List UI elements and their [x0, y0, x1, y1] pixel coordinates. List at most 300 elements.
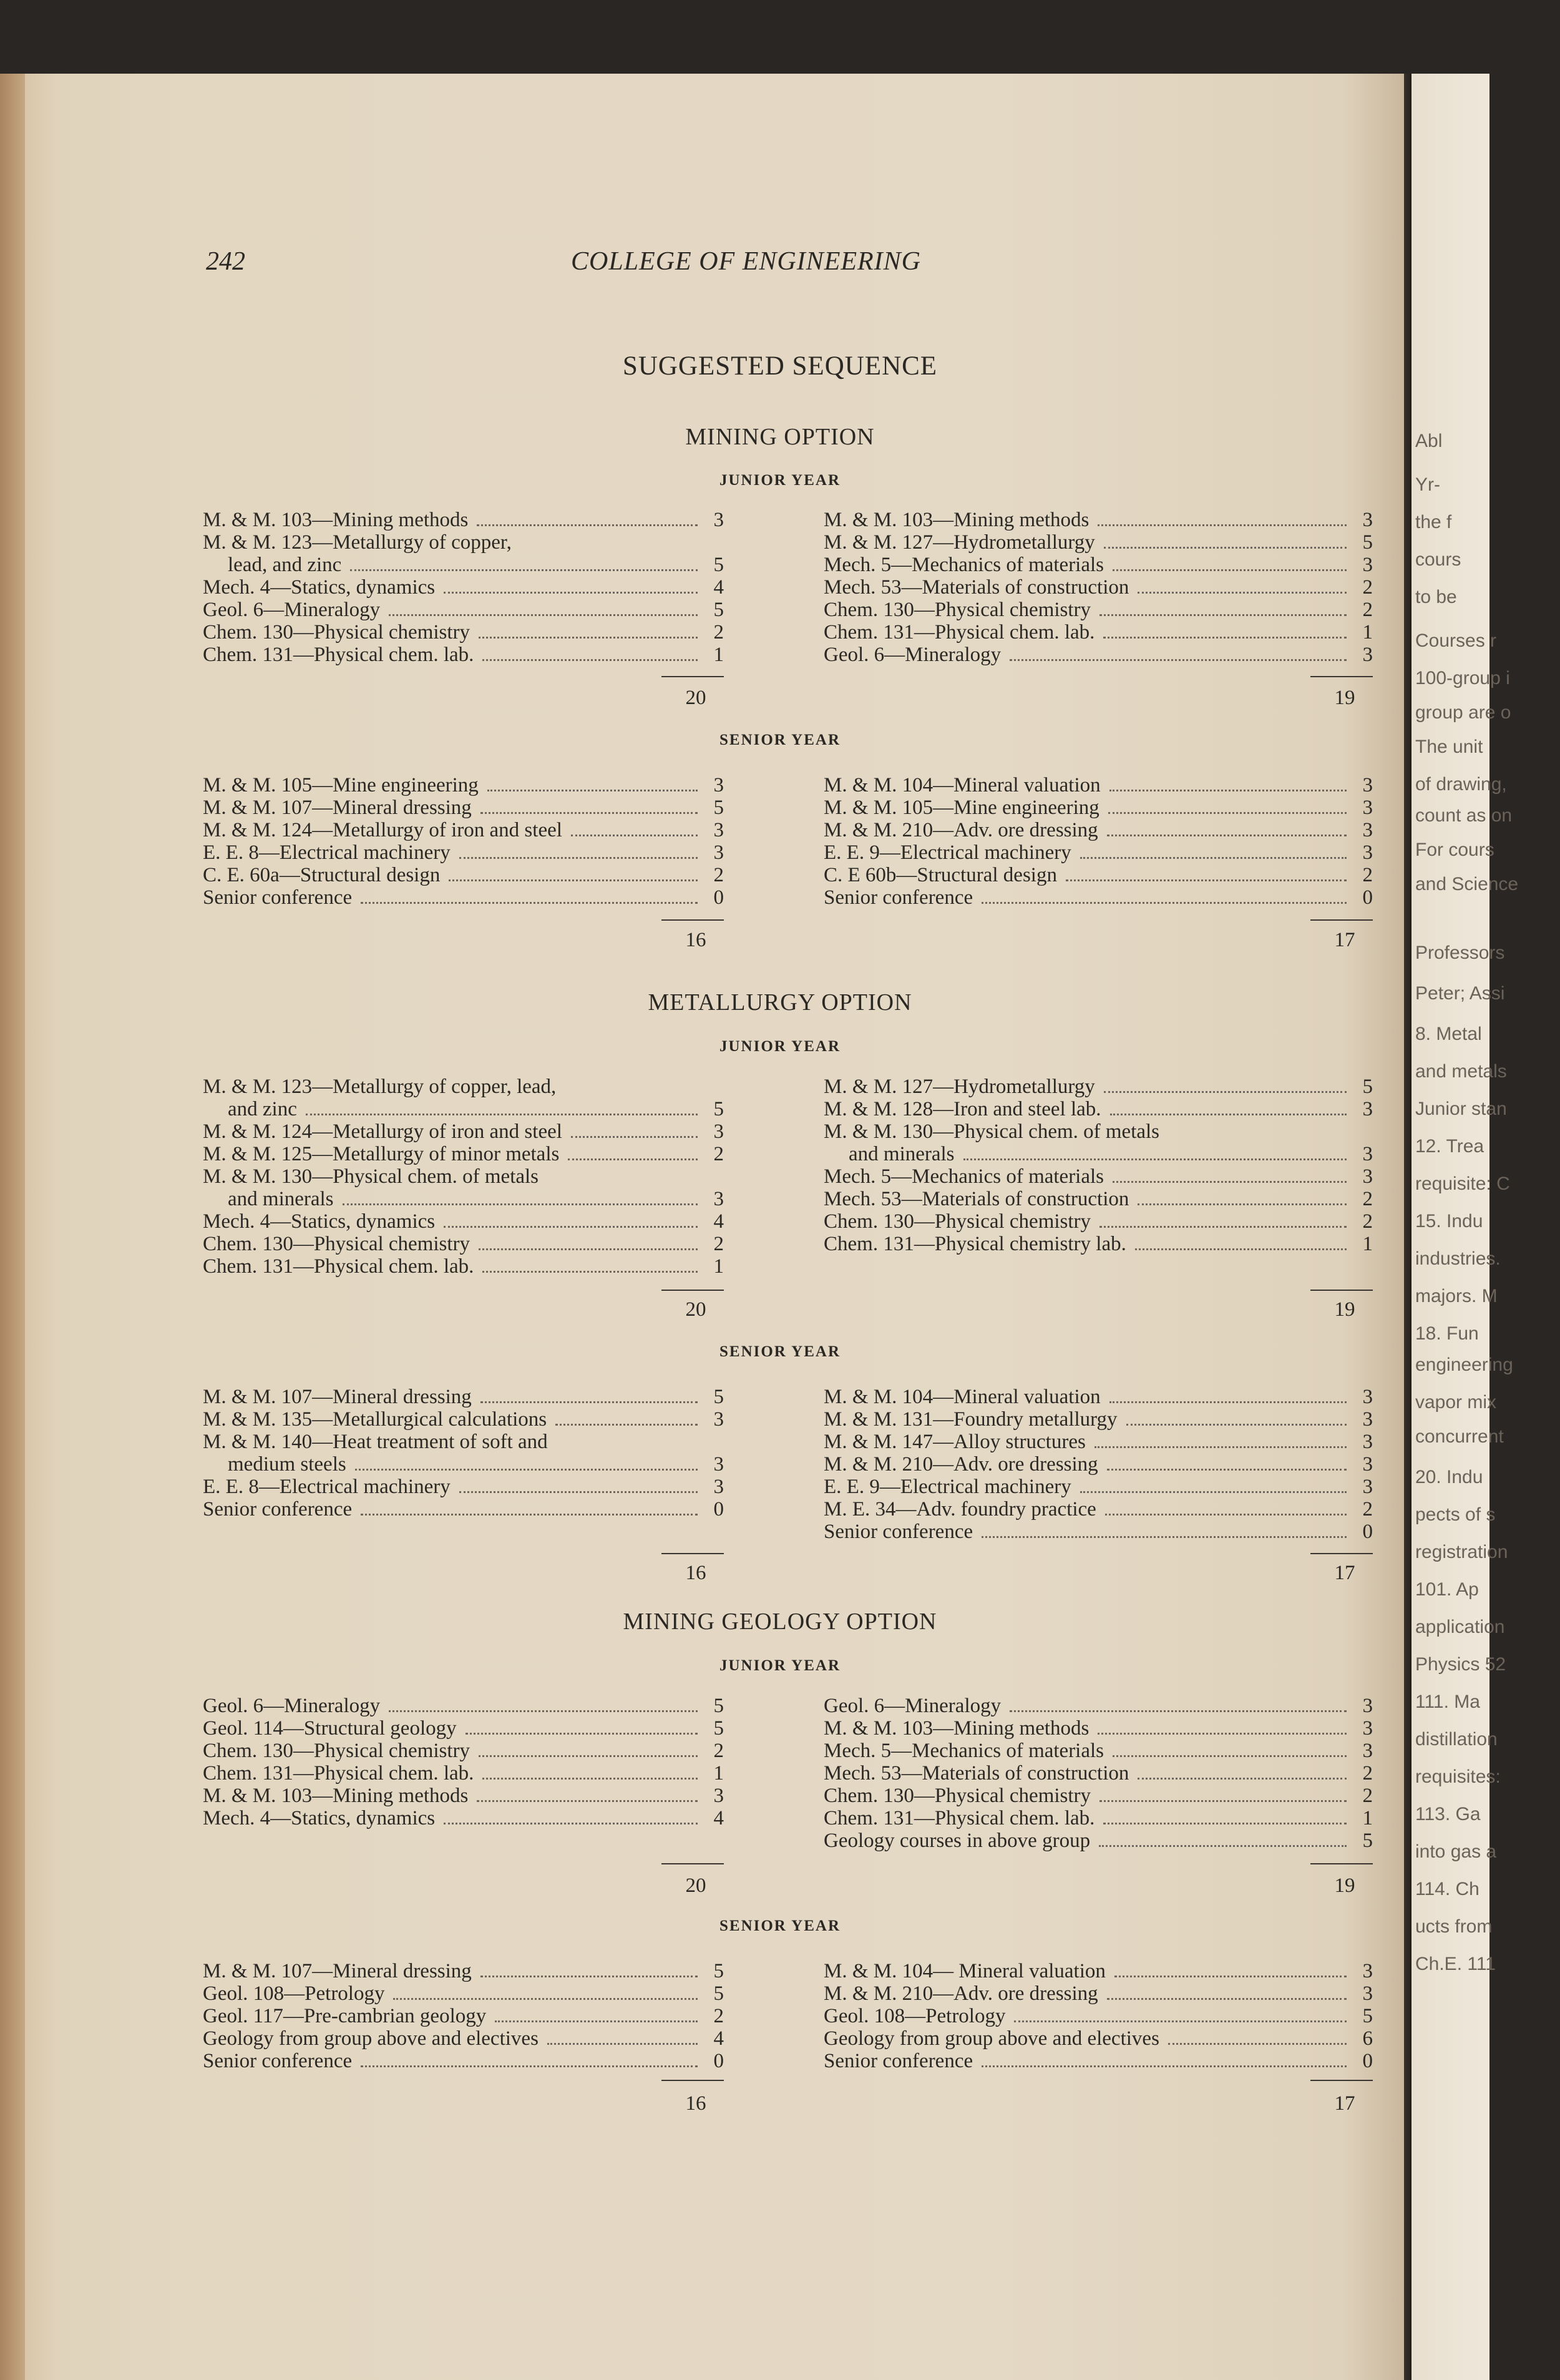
course-row [203, 1143, 724, 1165]
dot-leader [1108, 812, 1347, 814]
total-rule [1310, 919, 1373, 921]
facing-page-text: Courses r [1415, 630, 1497, 651]
course-name: Geol. 114—Structural geology [203, 1717, 457, 1740]
first-semester-column [203, 509, 724, 666]
facing-page-text: 12. Trea [1415, 1136, 1484, 1157]
course-credits: 2 [713, 1233, 724, 1255]
dot-leader [963, 1158, 1347, 1160]
course-credits: 3 [1362, 841, 1373, 864]
course-credits: 2 [1362, 1762, 1373, 1785]
course-row [203, 1075, 724, 1098]
course-name: Geol. 6—Mineralogy [203, 1695, 381, 1717]
course-credits: 0 [713, 886, 724, 909]
course-row [203, 819, 724, 841]
course-credits: 2 [1362, 1785, 1373, 1807]
dot-leader [459, 857, 698, 859]
course-credits: 5 [713, 1098, 724, 1120]
course-name: E. E. 9—Electrical machinery [824, 841, 1071, 864]
course-name: M. & M. 210—Adv. ore dressing [824, 1453, 1098, 1476]
facing-page-text: 114. Ch [1415, 1879, 1480, 1899]
course-row [203, 2027, 724, 2050]
course-credits: 0 [1362, 2050, 1373, 2072]
course-row [203, 1408, 724, 1431]
semester-total: 17 [1334, 929, 1355, 951]
course-row [824, 1476, 1373, 1498]
dot-leader [1080, 1491, 1347, 1493]
semester-total: 17 [1334, 2092, 1355, 2115]
course-row [824, 1075, 1373, 1098]
course-name: M. & M. 107—Mineral dressing [203, 1960, 472, 1982]
total-rule [1310, 676, 1373, 677]
option-heading: METALLURGY OPTION [648, 989, 912, 1016]
course-name: Geol. 117—Pre-cambrian geology [203, 2005, 487, 2027]
course-name: Chem. 130—Physical chemistry [824, 599, 1091, 621]
dot-leader [480, 1401, 698, 1403]
course-row [203, 1120, 724, 1143]
course-name: Chem. 131—Physical chem. lab. [824, 621, 1095, 644]
total-rule [661, 1290, 724, 1291]
course-row [203, 841, 724, 864]
course-credits: 5 [1362, 2005, 1373, 2027]
dot-leader [482, 1271, 698, 1273]
facing-page-text: pects of s [1415, 1504, 1496, 1525]
dot-leader [1099, 1845, 1347, 1847]
course-row [824, 531, 1373, 554]
course-row [824, 2050, 1373, 2072]
facing-page-text: of drawing, [1415, 774, 1507, 795]
course-name: M. & M. 125—Metallurgy of minor metals [203, 1143, 560, 1165]
facing-page-fragment [1411, 74, 1519, 2380]
course-name: E. E. 9—Electrical machinery [824, 1476, 1071, 1498]
facing-page-text: Abl [1415, 431, 1443, 451]
second-semester-column [824, 774, 1373, 909]
facing-page-text: distillation [1415, 1729, 1498, 1750]
course-row [824, 841, 1373, 864]
total-rule [661, 1553, 724, 1554]
dot-leader [361, 2065, 698, 2067]
course-credits: 3 [1362, 819, 1373, 841]
section-title: SUGGESTED SEQUENCE [622, 351, 938, 381]
dot-leader [449, 879, 698, 881]
semester-total: 19 [1334, 1874, 1355, 1897]
first-semester-column [203, 1960, 724, 2072]
course-credits: 3 [1362, 554, 1373, 576]
course-credits: 2 [713, 864, 724, 886]
total-rule [1310, 1290, 1373, 1291]
course-name: M. & M. 104—Mineral valuation [824, 774, 1101, 796]
dot-leader [1099, 1226, 1347, 1228]
dot-leader [1168, 2043, 1347, 2045]
dot-leader [393, 1998, 698, 2000]
course-name: Mech. 4—Statics, dynamics [203, 1807, 436, 1829]
facing-page-text: requisite: C [1415, 1173, 1510, 1194]
course-row [824, 1762, 1373, 1785]
dot-leader [1094, 1446, 1347, 1448]
course-row [203, 886, 724, 909]
page-edge-shadow [0, 74, 25, 2380]
course-name: M. & M. 131—Foundry metallurgy [824, 1408, 1118, 1431]
course-row [203, 2005, 724, 2027]
course-credits: 5 [1362, 1829, 1373, 1852]
course-name: M. & M. 105—Mine engineering [203, 774, 479, 796]
course-name: Mech. 5—Mechanics of materials [824, 1165, 1104, 1188]
course-credits: 3 [713, 1408, 724, 1431]
course-credits: 3 [1362, 1431, 1373, 1453]
dot-leader [1138, 1203, 1347, 1205]
semester-total: 16 [685, 2092, 706, 2115]
course-credits: 2 [713, 621, 724, 644]
facing-page-text: 8. Metal [1415, 1024, 1482, 1044]
facing-page-text: concurrent [1415, 1426, 1504, 1447]
dot-leader [480, 812, 698, 814]
total-rule [661, 919, 724, 921]
course-name: Chem. 130—Physical chemistry [203, 1233, 470, 1255]
course-row [203, 554, 724, 576]
dot-leader [479, 637, 698, 639]
course-credits: 2 [1362, 864, 1373, 886]
course-credits: 2 [1362, 576, 1373, 599]
course-name: C. E 60b—Structural design [824, 864, 1057, 886]
dot-leader [444, 1226, 698, 1228]
dot-leader [1109, 790, 1347, 791]
course-name: Chem. 131—Physical chemistry lab. [824, 1233, 1126, 1255]
course-name: M. & M. 124—Metallurgy of iron and steel [203, 1120, 562, 1143]
dot-leader [459, 1491, 698, 1493]
course-credits: 5 [713, 1695, 724, 1717]
course-name: M. & M. 128—Iron and steel lab. [824, 1098, 1101, 1120]
course-row [824, 1143, 1373, 1165]
dot-leader [389, 614, 698, 616]
course-credits: 2 [1362, 599, 1373, 621]
facing-page-text: application [1415, 1617, 1505, 1637]
course-credits: 0 [1362, 1521, 1373, 1543]
course-name: Mech. 53—Materials of construction [824, 1762, 1129, 1785]
course-name: Geol. 6—Mineralogy [203, 599, 381, 621]
second-semester-column [824, 1960, 1373, 2072]
facing-page-text: to be [1415, 587, 1457, 607]
dot-leader [1066, 879, 1347, 881]
total-rule [661, 2080, 724, 2081]
course-name: M. & M. 140—Heat treatment of soft and [203, 1431, 548, 1453]
course-credits: 3 [1362, 774, 1373, 796]
course-name: Geol. 108—Petrology [824, 2005, 1006, 2027]
dot-leader [547, 2043, 698, 2045]
facing-page-text: Professors [1415, 943, 1505, 963]
semester-total: 17 [1334, 1562, 1355, 1584]
semester-total: 20 [685, 1874, 706, 1897]
dot-leader [1114, 1976, 1347, 1977]
course-row [824, 1210, 1373, 1233]
course-credits: 1 [713, 1255, 724, 1278]
course-row [824, 1960, 1373, 1982]
course-row [824, 1521, 1373, 1543]
facing-page-text: industries. [1415, 1248, 1501, 1269]
course-row [824, 864, 1373, 886]
course-credits: 3 [713, 1188, 724, 1210]
first-semester-column [203, 1386, 724, 1521]
course-row [203, 1453, 724, 1476]
course-row [203, 1098, 724, 1120]
second-semester-column [824, 1695, 1373, 1852]
course-row [203, 1476, 724, 1498]
course-row [824, 621, 1373, 644]
dot-leader [555, 1424, 698, 1426]
course-name: Geol. 6—Mineralogy [824, 644, 1002, 666]
dot-leader [982, 1536, 1347, 1538]
dot-leader [495, 2020, 698, 2022]
course-name: and zinc [228, 1098, 297, 1120]
dot-leader [1113, 1755, 1347, 1757]
semester-total: 20 [685, 687, 706, 709]
course-credits: 3 [1362, 1982, 1373, 2005]
dot-leader [1113, 569, 1347, 571]
course-credits: 5 [1362, 531, 1373, 554]
course-name: and minerals [228, 1188, 334, 1210]
facing-page-text: into gas a [1415, 1841, 1497, 1862]
semester-total: 19 [1334, 687, 1355, 709]
course-name: M. & M. 130—Physical chem. of metals [824, 1120, 1160, 1143]
dot-leader [571, 1136, 698, 1138]
total-rule [1310, 2080, 1373, 2081]
dot-leader [1014, 2020, 1347, 2022]
dot-leader [1098, 524, 1347, 526]
course-row [824, 1785, 1373, 1807]
course-name: Mech. 5—Mechanics of materials [824, 554, 1104, 576]
course-credits: 5 [713, 599, 724, 621]
course-row [824, 1717, 1373, 1740]
course-row [824, 599, 1373, 621]
dot-leader [361, 902, 698, 904]
course-name: Chem. 131—Physical chem. lab. [824, 1807, 1095, 1829]
total-rule [661, 676, 724, 677]
dot-leader [568, 1158, 698, 1160]
dot-leader [355, 1469, 698, 1471]
course-credits: 3 [713, 1476, 724, 1498]
course-name: Geology from group above and electives [203, 2027, 539, 2050]
facing-page-text: vapor mix [1415, 1392, 1497, 1413]
dot-leader [487, 790, 698, 791]
course-row [203, 621, 724, 644]
course-row [203, 509, 724, 531]
dot-leader [444, 1823, 698, 1824]
course-row [203, 576, 724, 599]
course-name: Mech. 4—Statics, dynamics [203, 576, 436, 599]
course-credits: 3 [1362, 1143, 1373, 1165]
course-name: Chem. 131—Physical chem. lab. [203, 1762, 474, 1785]
dot-leader [982, 902, 1347, 904]
dot-leader [479, 1248, 698, 1250]
course-name: Geol. 6—Mineralogy [824, 1695, 1002, 1717]
dot-leader [479, 1755, 698, 1757]
course-row [824, 1829, 1373, 1852]
dot-leader [477, 524, 698, 526]
course-credits: 3 [713, 774, 724, 796]
course-credits: 1 [1362, 1807, 1373, 1829]
second-semester-column [824, 1386, 1373, 1543]
course-name: M. & M. 130—Physical chem. of metals [203, 1165, 539, 1188]
course-row [824, 1098, 1373, 1120]
dot-leader [1099, 1800, 1347, 1802]
facing-page-text: group are o [1415, 702, 1511, 723]
facing-page-text: 18. Fun [1415, 1323, 1479, 1344]
course-row [824, 886, 1373, 909]
course-name: M. & M. 123—Metallurgy of copper, lead, [203, 1075, 557, 1098]
dot-leader [466, 1733, 698, 1735]
course-name: Senior conference [824, 2050, 973, 2072]
facing-page-text: Peter; Assi [1415, 983, 1505, 1004]
course-name: M. & M. 124—Metallurgy of iron and steel [203, 819, 562, 841]
course-name: Chem. 130—Physical chemistry [824, 1785, 1091, 1807]
running-title: COLLEGE OF ENGINEERING [571, 247, 921, 276]
course-name: Geol. 108—Petrology [203, 1982, 385, 2005]
dot-leader [482, 659, 698, 661]
first-semester-column [203, 1695, 724, 1829]
facing-page-text: count as on [1415, 805, 1513, 826]
course-name: M. & M. 135—Metallurgical calculations [203, 1408, 547, 1431]
course-row [824, 819, 1373, 841]
course-credits: 5 [713, 1386, 724, 1408]
course-row [824, 1188, 1373, 1210]
dot-leader [1109, 1401, 1347, 1403]
course-name: Senior conference [203, 1498, 353, 1521]
course-row [203, 796, 724, 819]
course-row [203, 774, 724, 796]
course-name: M. & M. 103—Mining methods [824, 509, 1090, 531]
option-heading: MINING OPTION [685, 424, 875, 450]
course-name: M. & M. 107—Mineral dressing [203, 1386, 472, 1408]
semester-total: 19 [1334, 1298, 1355, 1321]
dot-leader [389, 1710, 698, 1712]
facing-page-text: 100-group i [1415, 668, 1510, 688]
page-number: 242 [206, 247, 245, 276]
first-semester-column [203, 774, 724, 909]
second-semester-column [824, 509, 1373, 666]
course-credits: 2 [713, 1143, 724, 1165]
course-row [824, 509, 1373, 531]
dot-leader [1107, 1469, 1347, 1471]
dot-leader [343, 1203, 698, 1205]
facing-page-text: 20. Indu [1415, 1467, 1483, 1487]
year-label: JUNIOR YEAR [719, 1038, 841, 1055]
course-credits: 0 [713, 1498, 724, 1521]
course-name: M. & M. 210—Adv. ore dressing [824, 819, 1098, 841]
course-name: M. & M. 127—Hydrometallurgy [824, 1075, 1095, 1098]
facing-page-text: 111. Ma [1415, 1692, 1480, 1712]
course-row [824, 2027, 1373, 2050]
course-name: Chem. 130—Physical chemistry [824, 1210, 1091, 1233]
course-row [203, 1498, 724, 1521]
course-name: Chem. 130—Physical chemistry [203, 621, 470, 644]
semester-total: 16 [685, 1562, 706, 1584]
course-row [824, 1120, 1373, 1143]
total-rule [1310, 1863, 1373, 1864]
dot-leader [1113, 1181, 1347, 1183]
course-credits: 3 [1362, 1740, 1373, 1762]
dot-leader [571, 835, 698, 836]
dot-leader [1098, 1733, 1347, 1735]
course-name: M. & M. 210—Adv. ore dressing [824, 1982, 1098, 2005]
course-name: M. E. 34—Adv. foundry practice [824, 1498, 1096, 1521]
course-row [824, 1982, 1373, 2005]
course-row [203, 1982, 724, 2005]
year-label: SENIOR YEAR [719, 1343, 841, 1360]
dot-leader [477, 1800, 698, 1802]
semester-total: 20 [685, 1298, 706, 1321]
course-name: Mech. 53—Materials of construction [824, 576, 1129, 599]
dot-leader [482, 1778, 698, 1780]
course-credits: 3 [1362, 1386, 1373, 1408]
first-semester-column [203, 1075, 724, 1278]
course-row [203, 1740, 724, 1762]
course-credits: 5 [713, 1960, 724, 1982]
dot-leader [1138, 1778, 1347, 1780]
facing-page-text: majors. M [1415, 1286, 1498, 1306]
course-name: M. & M. 105—Mine engineering [824, 796, 1099, 819]
course-credits: 5 [1362, 1075, 1373, 1098]
course-row [824, 576, 1373, 599]
facing-page-text: registration [1415, 1542, 1508, 1562]
course-name: M. & M. 104—Mineral valuation [824, 1386, 1101, 1408]
course-name: Senior conference [824, 886, 973, 909]
course-row [824, 2005, 1373, 2027]
course-credits: 1 [1362, 621, 1373, 644]
course-credits: 2 [1362, 1210, 1373, 1233]
course-row [824, 1408, 1373, 1431]
facing-page-text: 101. Ap [1415, 1579, 1479, 1600]
course-row [203, 531, 724, 554]
dot-leader [1126, 1424, 1347, 1426]
facing-page-text: cours [1415, 549, 1461, 570]
course-row [203, 1762, 724, 1785]
course-row [203, 1960, 724, 1982]
course-credits: 1 [713, 644, 724, 666]
dot-leader [982, 2065, 1347, 2067]
course-row [203, 1255, 724, 1278]
course-credits: 3 [713, 509, 724, 531]
course-row [203, 1695, 724, 1717]
course-credits: 3 [1362, 1098, 1373, 1120]
course-credits: 2 [1362, 1188, 1373, 1210]
course-credits: 3 [1362, 1453, 1373, 1476]
course-row [824, 796, 1373, 819]
course-row [824, 644, 1373, 666]
course-name: E. E. 8—Electrical machinery [203, 1476, 451, 1498]
course-credits: 5 [713, 1717, 724, 1740]
course-credits: 1 [1362, 1233, 1373, 1255]
dot-leader [1110, 1114, 1347, 1115]
course-name: lead, and zinc [228, 554, 342, 576]
course-name: Chem. 131—Physical chem. lab. [203, 644, 474, 666]
dot-leader [1107, 835, 1347, 836]
course-credits: 5 [713, 1982, 724, 2005]
facing-page-text: Yr- [1415, 474, 1440, 495]
total-rule [1310, 1553, 1373, 1554]
course-row [824, 1431, 1373, 1453]
dot-leader [1080, 857, 1347, 859]
course-credits: 3 [1362, 1695, 1373, 1717]
course-row [203, 1210, 724, 1233]
facing-page-text: 15. Indu [1415, 1211, 1483, 1232]
dot-leader [350, 569, 698, 571]
facing-page-text: Ch.E. 111 [1415, 1954, 1496, 1974]
course-credits: 1 [713, 1762, 724, 1785]
course-credits: 3 [1362, 1476, 1373, 1498]
course-name: M. & M. 107—Mineral dressing [203, 796, 472, 819]
second-semester-column [824, 1075, 1373, 1255]
semester-total: 16 [685, 929, 706, 951]
course-row [203, 1188, 724, 1210]
dot-leader [1103, 637, 1347, 639]
